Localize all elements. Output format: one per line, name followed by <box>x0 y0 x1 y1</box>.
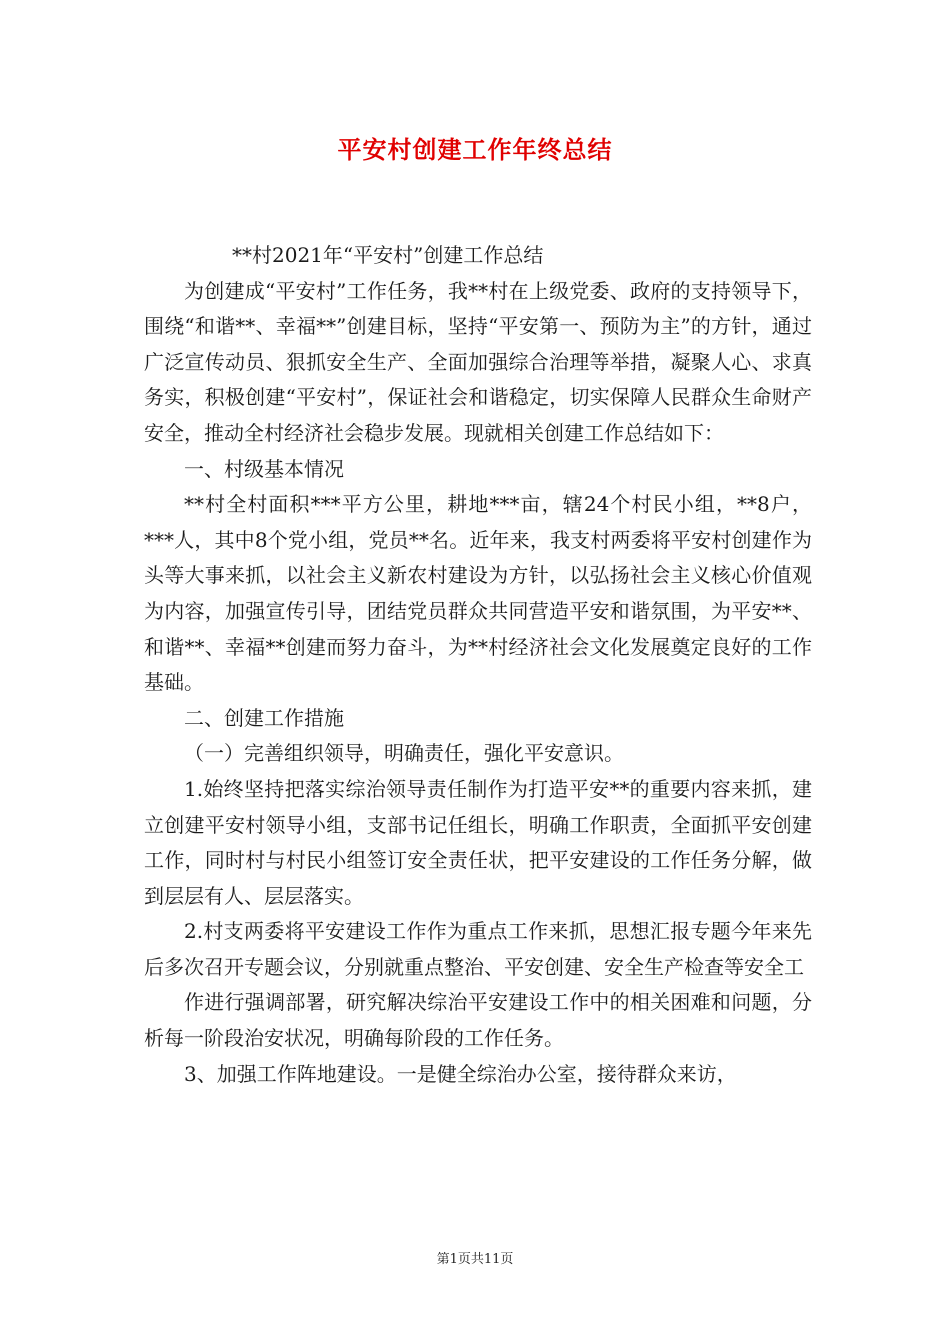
section-heading-measures: 二、创建工作措施 <box>184 705 344 730</box>
paragraph-item-2-continued: 作进行强调部署，研究解决综治平安建设工作中的相关困难和问题，分析每一阶段治安状况，明确每阶段的工作任务。 <box>144 990 812 1051</box>
document-body <box>144 238 812 1092</box>
page-number-label: 第1页共11页 <box>436 1252 514 1267</box>
paragraph-intro: 为创建成“平安村”工作任务，我**村在上级党委、政府的支持领导下，围绕“和谐**、幸福**”创建目标，坚持“平安第一、预防为主”的方针，通过广泛宣传动员、狠抓安全生产、全面加强综合治理等举措，凝聚人心、求真务实，积极创建“平安村”，保证社会和谐稳定，切实保障人民群众生命财产安全，推动全村经济社会稳步发展。现就相关创建工作总结如下： <box>144 278 812 445</box>
paragraph-basic-info: **村全村面积***平方公里，耕地***亩，辖24个村民小组，**8户，***人，其中8个党小组，党员**名。近年来，我支村两委将平安村创建作为头等大事来抓，以社会主义新农村建设为方针，以弘扬社会主义核心价值观为内容，加强宣传引导，团结党员群众共同营造平安和谐氛围，为平安**、和谐**、幸福**创建而努力奋斗，为**村经济社会文化发展奠定良好的工作基础。 <box>144 492 812 695</box>
paragraph-item-1: 1.始终坚持把落实综治领导责任制作为打造平安**的重要内容来抓，建立创建平安村领导小组，支部书记任组长，明确工作职责，全面抓平安创建工作，同时村与村民小组签订安全责任状，把平安建设的工作任务分解，做到层层有人、层层落实。 <box>144 776 812 908</box>
document-subtitle: **村2021年“平安村”创建工作总结 <box>232 243 544 267</box>
page-number <box>0 1248 950 1267</box>
subsection-heading-organization: （一）完善组织领导，明确责任，强化平安意识。 <box>184 741 624 766</box>
section-heading-basic-info: 一、村级基本情况 <box>184 456 344 481</box>
paragraph-item-3: 3、加强工作阵地建设。一是健全综治办公室，接待群众来访， <box>184 1061 737 1086</box>
paragraph-item-2: 2.村支两委将平安建设工作作为重点工作来抓，思想汇报专题今年来先后多次召开专题会议，分别就重点整治、平安创建、安全生产检查等安全工 <box>144 919 812 979</box>
page-title: 平安村创建工作年终总结 <box>337 135 613 164</box>
